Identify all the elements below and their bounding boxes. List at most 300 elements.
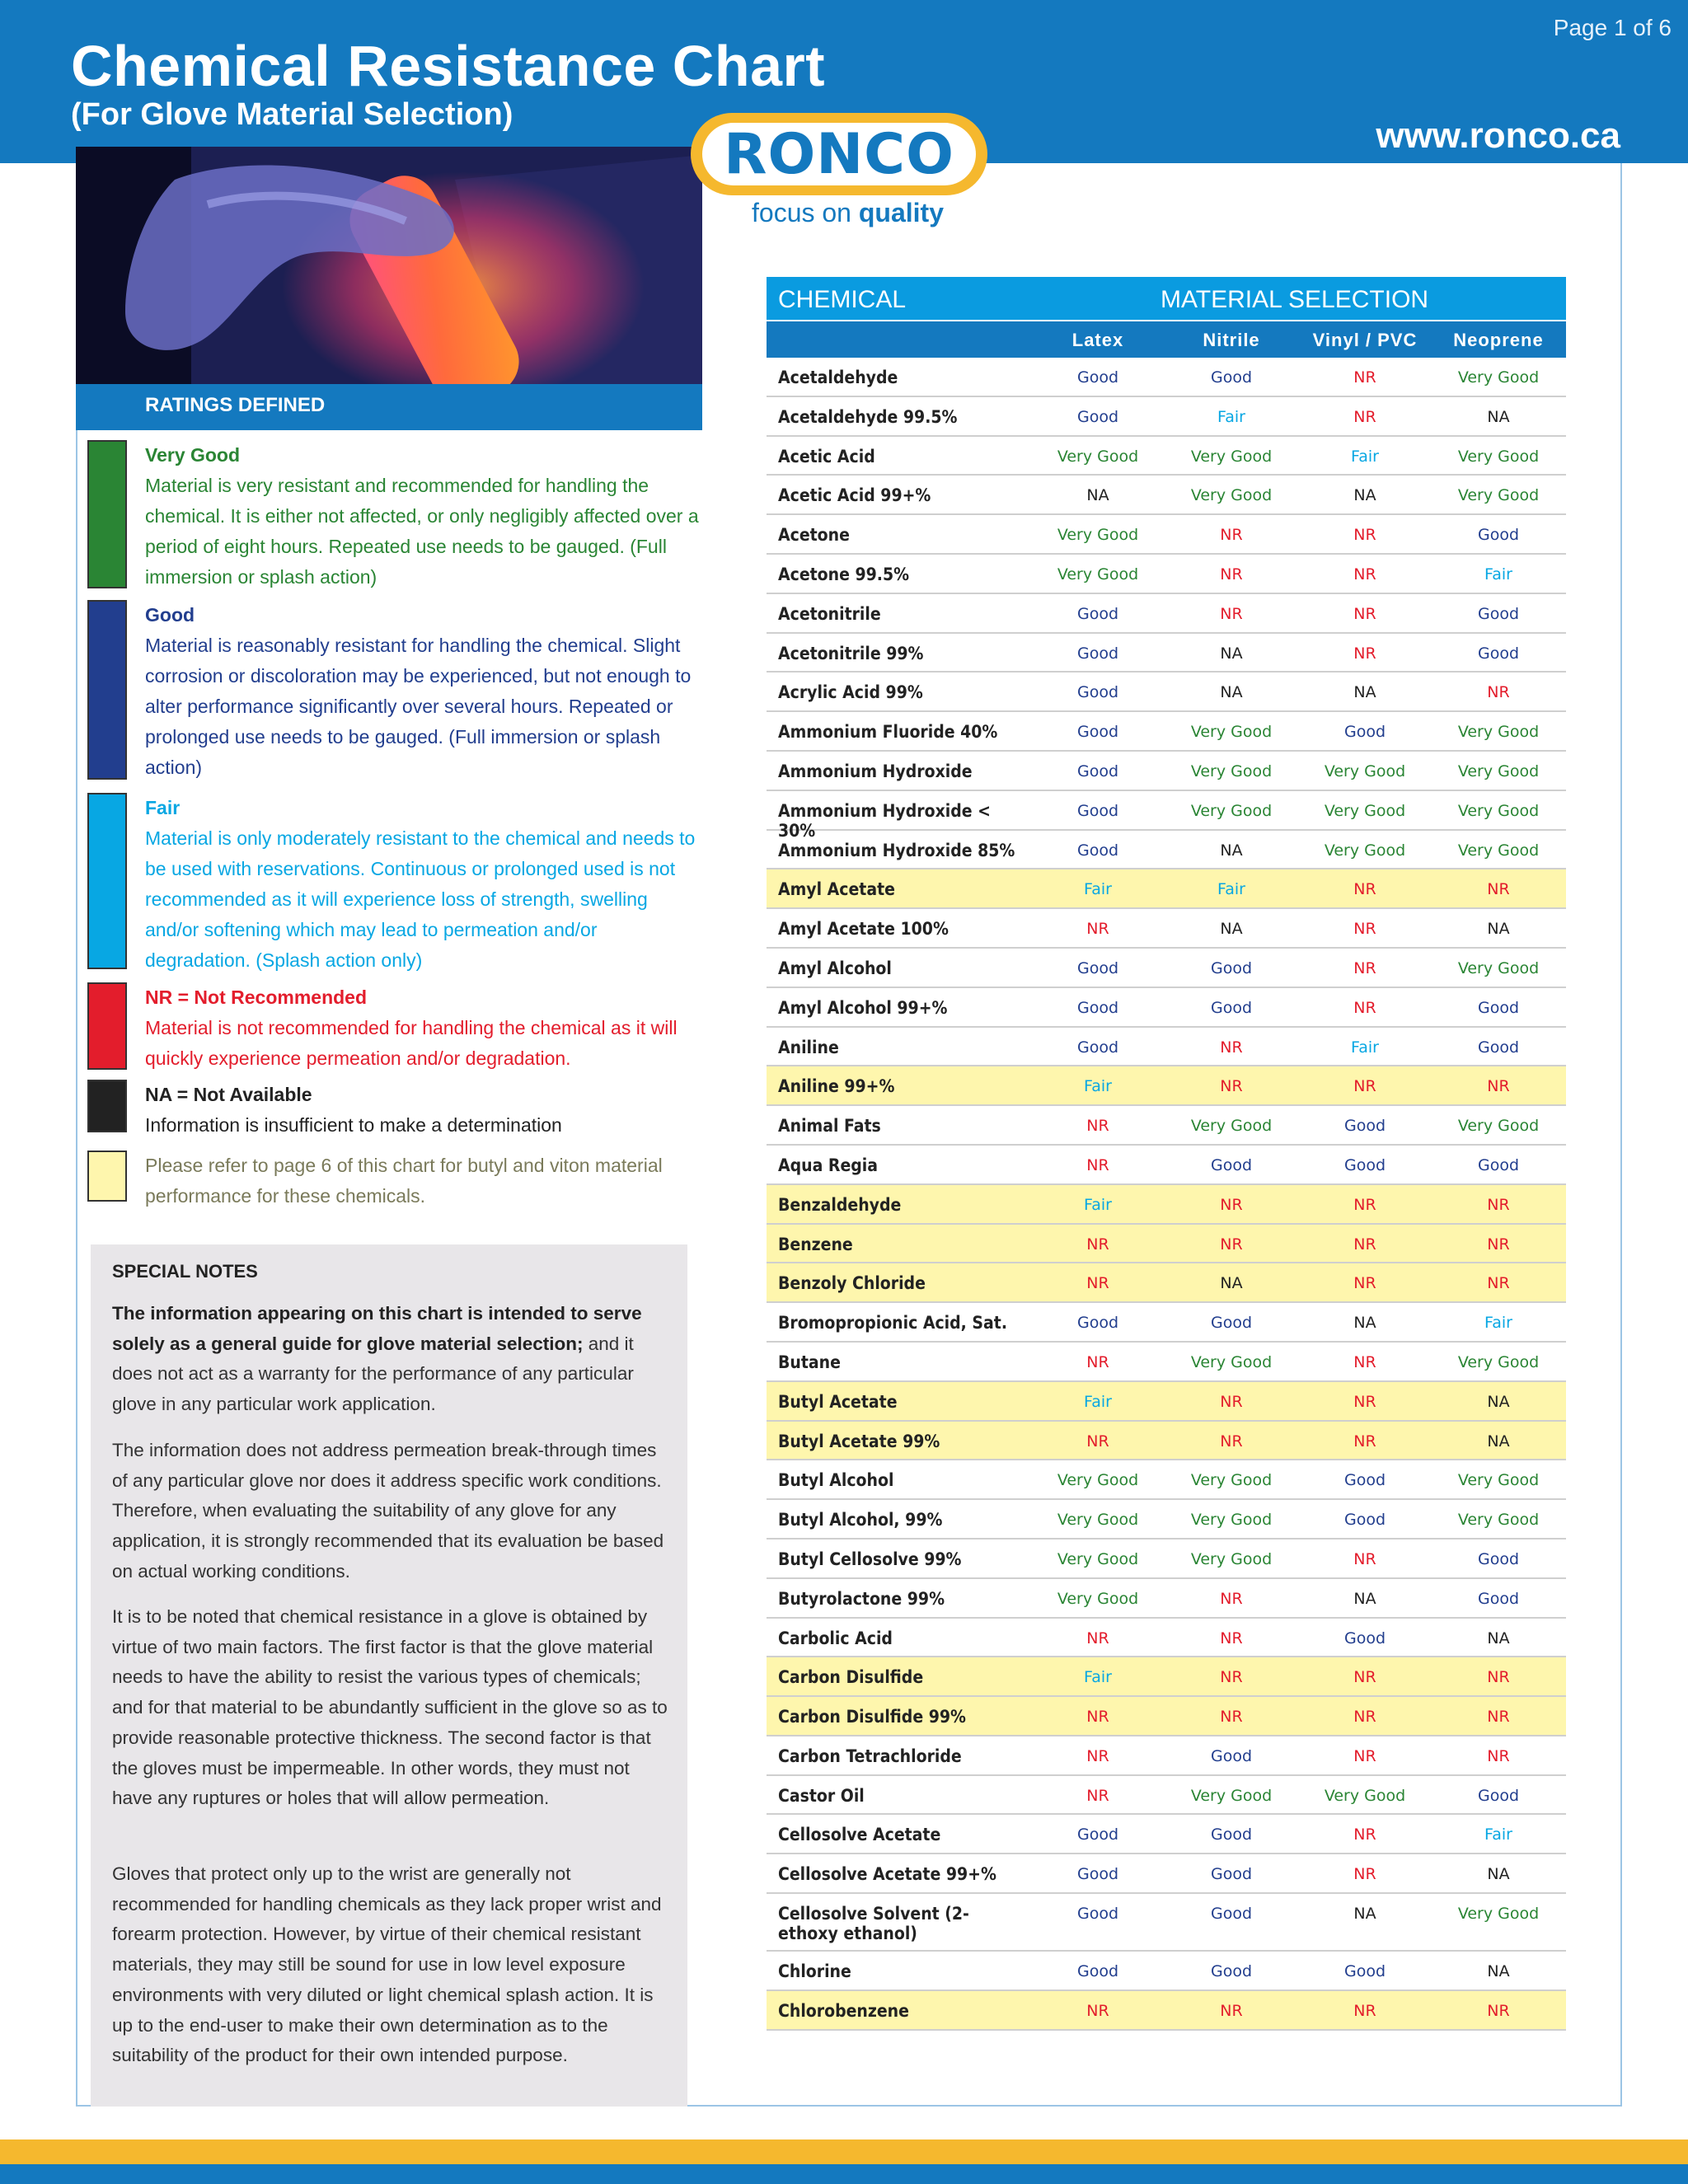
chemical-name: Amyl Alcohol 99+% xyxy=(778,997,948,1018)
chemical-resistance-table xyxy=(767,277,1566,2031)
rating-cell-neoprene: Very Good xyxy=(1457,723,1540,742)
header-material-selection: MATERIAL SELECTION xyxy=(1160,286,1429,313)
fair-swatch xyxy=(87,793,127,969)
chemical-name: Cellosolve Acetate 99+% xyxy=(778,1864,996,1885)
rating-cell-vinyl-pvc: NR xyxy=(1353,998,1376,1017)
table-row xyxy=(767,1303,1566,1343)
rating-cell-vinyl-pvc: NA xyxy=(1353,486,1376,505)
table-row xyxy=(767,1263,1566,1303)
rating-cell-nitrile: Very Good xyxy=(1190,1117,1273,1136)
table-row xyxy=(767,1185,1566,1225)
rating-cell-neoprene: NR xyxy=(1487,1746,1510,1765)
special-notes-heading: SPECIAL NOTES xyxy=(112,1261,258,1282)
good-text: Material is reasonably resistant for handling the chemical. Slight corrosion or discoloration may be experienced, but not enough to alter performance significantly over several hours. Repeated or prolonged use needs to be gauged. (Full immersion or splash action) xyxy=(145,635,692,778)
rating-cell-nitrile: Good xyxy=(1210,1314,1253,1333)
rating-cell-nitrile: Good xyxy=(1210,368,1253,387)
rating-cell-neoprene: NR xyxy=(1487,1708,1510,1727)
table-row xyxy=(767,1952,1566,1991)
rating-cell-vinyl-pvc: NA xyxy=(1353,1905,1376,1924)
rating-cell-latex: NR xyxy=(1086,1629,1109,1647)
rating-cell-vinyl-pvc: NA xyxy=(1353,683,1376,702)
rating-cell-latex: Good xyxy=(1076,368,1119,387)
highlight-swatch xyxy=(87,1151,127,1202)
page-subtitle: (For Glove Material Selection) xyxy=(71,97,513,132)
footer-blue-band xyxy=(0,2164,1688,2184)
rating-cell-latex: Good xyxy=(1076,1038,1119,1057)
rating-cell-neoprene: Fair xyxy=(1484,1314,1512,1333)
rating-cell-vinyl-pvc: NR xyxy=(1353,1549,1376,1568)
table-row xyxy=(767,1991,1566,2031)
table-row xyxy=(767,988,1566,1028)
rating-cell-latex: NR xyxy=(1086,1432,1109,1451)
chemical-name: Carbon Disulfide 99% xyxy=(778,1707,966,1727)
good-swatch xyxy=(87,600,127,780)
rating-cell-neoprene: Good xyxy=(1477,1589,1520,1608)
rating-cell-nitrile: Very Good xyxy=(1190,1471,1273,1490)
rating-cell-neoprene: NR xyxy=(1487,1195,1510,1214)
rating-cell-latex: Good xyxy=(1076,407,1119,426)
rating-cell-latex: Very Good xyxy=(1057,1589,1139,1608)
notes-paragraph-1 xyxy=(112,1299,673,1420)
tagline-bold: quality xyxy=(858,198,944,227)
rating-cell-neoprene: Very Good xyxy=(1457,1117,1540,1136)
rating-cell-latex: Fair xyxy=(1084,1392,1112,1411)
rating-cell-nitrile: NA xyxy=(1220,841,1243,860)
chemical-name: Chlorobenzene xyxy=(778,2000,909,2021)
rating-cell-latex: NR xyxy=(1086,2001,1109,2020)
chemical-name: Cellosolve Solvent (2-ethoxy ethanol) xyxy=(778,1904,969,1944)
chemical-name: Butyl Cellosolve 99% xyxy=(778,1549,962,1569)
rating-cell-neoprene: Good xyxy=(1477,1549,1520,1568)
column-latex: Latex xyxy=(1071,330,1124,350)
rating-cell-vinyl-pvc: NR xyxy=(1353,1195,1376,1214)
rating-cell-neoprene: Good xyxy=(1477,1786,1520,1805)
rating-cell-latex: Good xyxy=(1076,998,1119,1017)
chemical-name: Butyl Alcohol xyxy=(778,1470,894,1491)
rating-cell-latex: Good xyxy=(1076,1314,1119,1333)
very-good-title: Very Good xyxy=(145,444,241,466)
table-row xyxy=(767,712,1566,752)
chemical-name: Acetic Acid 99+% xyxy=(778,485,931,506)
chemical-name: Aqua Regia xyxy=(778,1155,879,1175)
rating-cell-nitrile: Very Good xyxy=(1190,762,1273,780)
rating-cell-latex: Good xyxy=(1076,604,1119,623)
rating-cell-vinyl-pvc: Very Good xyxy=(1324,1786,1406,1805)
table-row xyxy=(767,1894,1566,1952)
logo-tagline xyxy=(752,198,944,228)
table-row xyxy=(767,1540,1566,1579)
chemical-name: Butyl Alcohol, 99% xyxy=(778,1510,943,1530)
rating-cell-neoprene: Good xyxy=(1477,1155,1520,1174)
column-neoprene: Neoprene xyxy=(1453,330,1544,350)
chemical-name: Benzoly Chloride xyxy=(778,1273,926,1294)
table-row xyxy=(767,476,1566,515)
page-title: Chemical Resistance Chart xyxy=(71,34,826,98)
nr-text: Material is not recommended for handling the chemical as it will quickly experience permeation and/or degradation. xyxy=(145,1017,678,1069)
rating-cell-vinyl-pvc: Very Good xyxy=(1324,762,1406,780)
rating-cell-latex: NR xyxy=(1086,1786,1109,1805)
rating-cell-nitrile: NR xyxy=(1220,1077,1243,1096)
rating-cell-latex: Good xyxy=(1076,1962,1119,1981)
rating-cell-vinyl-pvc: Very Good xyxy=(1324,801,1406,820)
rating-cell-latex: NR xyxy=(1086,1708,1109,1727)
rating-cell-vinyl-pvc: NR xyxy=(1353,1077,1376,1096)
rating-cell-vinyl-pvc: NR xyxy=(1353,604,1376,623)
logo-brand-text: RONCO xyxy=(724,121,954,187)
rating-cell-vinyl-pvc: NR xyxy=(1353,1274,1376,1293)
na-title: NA = Not Available xyxy=(145,1084,312,1105)
very-good-swatch xyxy=(87,440,127,588)
table-row xyxy=(767,358,1566,397)
table-header-columns xyxy=(767,320,1566,358)
rating-cell-neoprene: Very Good xyxy=(1457,447,1540,466)
rating-cell-neoprene: Very Good xyxy=(1457,841,1540,860)
rating-cell-latex: NR xyxy=(1086,1235,1109,1254)
rating-cell-nitrile: NR xyxy=(1220,1038,1243,1057)
table-row xyxy=(767,673,1566,712)
table-row xyxy=(767,1854,1566,1894)
chemical-name: Benzene xyxy=(778,1234,853,1254)
rating-cell-vinyl-pvc: NR xyxy=(1353,1746,1376,1765)
column-vinyl-pvc: Vinyl / PVC xyxy=(1312,330,1418,350)
rating-cell-nitrile: Very Good xyxy=(1190,447,1273,466)
chemical-name: Chlorine xyxy=(778,1961,851,1982)
chemical-name: Cellosolve Acetate xyxy=(778,1825,941,1845)
chemical-name: Amyl Acetate xyxy=(778,879,895,900)
rating-cell-vinyl-pvc: NR xyxy=(1353,1668,1376,1687)
rating-cell-vinyl-pvc: NR xyxy=(1353,880,1376,899)
rating-cell-nitrile: Good xyxy=(1210,958,1253,977)
table-row xyxy=(767,949,1566,988)
chemical-name: Ammonium Hydroxide 85% xyxy=(778,840,1015,860)
rating-cell-nitrile: NA xyxy=(1220,683,1243,702)
chemical-name: Benzaldehyde xyxy=(778,1194,902,1215)
rating-cell-neoprene: Good xyxy=(1477,998,1520,1017)
notes-p1-bold: The information appearing on this chart is intended to serve solely as a general guide for glove material selection; xyxy=(112,1303,642,1354)
ronco-logo xyxy=(691,113,987,195)
rating-cell-neoprene: NA xyxy=(1487,920,1510,939)
rating-cell-neoprene: NA xyxy=(1487,1962,1510,1981)
rating-cell-latex: Good xyxy=(1076,801,1119,820)
chemical-name: Acetaldehyde 99.5% xyxy=(778,406,958,427)
rating-cell-vinyl-pvc: Good xyxy=(1343,1962,1386,1981)
rating-cell-nitrile: NR xyxy=(1220,1668,1243,1687)
rating-cell-neoprene: Fair xyxy=(1484,1825,1512,1844)
rating-cell-nitrile: NR xyxy=(1220,2001,1243,2020)
table-row xyxy=(767,1736,1566,1776)
rating-cell-neoprene: Very Good xyxy=(1457,1471,1540,1490)
rating-cell-latex: Very Good xyxy=(1057,1511,1139,1530)
rating-cell-vinyl-pvc: NR xyxy=(1353,526,1376,545)
rating-cell-neoprene: Very Good xyxy=(1457,762,1540,780)
header-chemical: CHEMICAL xyxy=(778,286,907,313)
rating-cell-nitrile: Very Good xyxy=(1190,1549,1273,1568)
rating-cell-nitrile: NR xyxy=(1220,526,1243,545)
chemical-name: Castor Oil xyxy=(778,1785,865,1806)
table-row xyxy=(767,1066,1566,1106)
rating-cell-neoprene: Very Good xyxy=(1457,368,1540,387)
rating-cell-nitrile: Good xyxy=(1210,998,1253,1017)
rating-cell-vinyl-pvc: Fair xyxy=(1351,1038,1379,1057)
chemical-name: Carbon Disulfide xyxy=(778,1667,924,1688)
rating-cell-latex: Very Good xyxy=(1057,447,1139,466)
table-header-main xyxy=(767,277,1566,320)
rating-cell-latex: Good xyxy=(1076,1905,1119,1924)
highlight-note-text: Please refer to page 6 of this chart for butyl and viton material performance for these chemicals. xyxy=(145,1155,663,1207)
rating-cell-latex: Fair xyxy=(1084,880,1112,899)
ratings-heading: RATINGS DEFINED xyxy=(145,394,326,416)
chemical-name: Ammonium Hydroxide < 30% xyxy=(778,800,991,841)
rating-cell-nitrile: NR xyxy=(1220,1195,1243,1214)
rating-cell-nitrile: NA xyxy=(1220,1274,1243,1293)
rating-cell-neoprene: NA xyxy=(1487,1865,1510,1884)
chemical-name: Amyl Alcohol xyxy=(778,958,892,978)
table-row xyxy=(767,752,1566,791)
chemical-name: Acetone xyxy=(778,525,850,546)
rating-cell-neoprene: NR xyxy=(1487,683,1510,702)
table-row xyxy=(767,1657,1566,1697)
rating-cell-nitrile: NR xyxy=(1220,565,1243,583)
chemical-name: Acetonitrile xyxy=(778,603,881,624)
rating-cell-latex: Good xyxy=(1076,723,1119,742)
chemical-name: Acetonitrile 99% xyxy=(778,643,924,663)
rating-cell-nitrile: Very Good xyxy=(1190,1786,1273,1805)
rating-cell-latex: NR xyxy=(1086,1155,1109,1174)
rating-cell-neoprene: Very Good xyxy=(1457,801,1540,820)
notes-paragraph-2: The information does not address permeation break-through times of any particular glove nor does it address specific work conditions. Therefore, when evaluating the suitability of any glove for any application, it is strongly recommended that its evaluation be based on actual working conditions. xyxy=(112,1440,664,1582)
table-row xyxy=(767,437,1566,476)
table-row xyxy=(767,1225,1566,1264)
rating-cell-neoprene: Very Good xyxy=(1457,958,1540,977)
table-row xyxy=(767,1146,1566,1185)
table-row xyxy=(767,1776,1566,1816)
table-row xyxy=(767,1619,1566,1658)
chemical-name: Butyl Acetate 99% xyxy=(778,1431,940,1451)
rating-cell-neoprene: NR xyxy=(1487,1077,1510,1096)
website-link[interactable]: www.ronco.ca xyxy=(1376,115,1620,156)
rating-cell-latex: NR xyxy=(1086,1117,1109,1136)
rating-cell-nitrile: NR xyxy=(1220,1235,1243,1254)
good-title: Good xyxy=(145,604,195,626)
table-row xyxy=(767,555,1566,594)
rating-cell-vinyl-pvc: NA xyxy=(1353,1589,1376,1608)
table-row xyxy=(767,594,1566,634)
rating-cell-nitrile: NA xyxy=(1220,644,1243,663)
table-row xyxy=(767,1500,1566,1540)
nr-title: NR = Not Recommended xyxy=(145,987,368,1008)
rating-cell-nitrile: NR xyxy=(1220,1629,1243,1647)
table-row xyxy=(767,1579,1566,1619)
rating-cell-nitrile: Very Good xyxy=(1190,801,1273,820)
rating-cell-latex: Good xyxy=(1076,841,1119,860)
rating-cell-vinyl-pvc: Good xyxy=(1343,1629,1386,1647)
rating-cell-vinyl-pvc: NR xyxy=(1353,1708,1376,1727)
rating-cell-neoprene: NA xyxy=(1487,1432,1510,1451)
table-row xyxy=(767,1815,1566,1854)
rating-cell-neoprene: Very Good xyxy=(1457,1905,1540,1924)
rating-cell-neoprene: Very Good xyxy=(1457,1511,1540,1530)
rating-cell-neoprene: NR xyxy=(1487,1274,1510,1293)
rating-cell-latex: Very Good xyxy=(1057,1549,1139,1568)
table-row xyxy=(767,515,1566,555)
rating-cell-latex: Good xyxy=(1076,1865,1119,1884)
notes-paragraph-4: Gloves that protect only up to the wrist are generally not recommended for handling chemicals as they lack proper wrist and forearm protection. However, by virtue of their chemical resistant materials, they may still be sound for use in low level exposure environments with very diluted or light chemical splash action. It is up to the end-user to make their own determination as to the suitability of the product for their own intended purpose. xyxy=(112,1863,662,2066)
chemical-name: Aniline xyxy=(778,1037,839,1057)
rating-cell-vinyl-pvc: NR xyxy=(1353,1392,1376,1411)
rating-cell-vinyl-pvc: Good xyxy=(1343,1155,1386,1174)
chemical-name: Carbolic Acid xyxy=(778,1628,893,1648)
rating-cell-latex: Very Good xyxy=(1057,526,1139,545)
chemical-name: Bromopropionic Acid, Sat. xyxy=(778,1313,1007,1333)
table-row xyxy=(767,397,1566,437)
rating-cell-latex: Good xyxy=(1076,958,1119,977)
rating-cell-vinyl-pvc: NR xyxy=(1353,1352,1376,1371)
rating-cell-vinyl-pvc: Good xyxy=(1343,1511,1386,1530)
rating-cell-latex: NA xyxy=(1086,486,1109,505)
table-row xyxy=(767,1460,1566,1500)
rating-cell-nitrile: NR xyxy=(1220,604,1243,623)
rating-cell-nitrile: NR xyxy=(1220,1589,1243,1608)
rating-cell-neoprene: Good xyxy=(1477,644,1520,663)
rating-cell-neoprene: NA xyxy=(1487,1392,1510,1411)
rating-cell-latex: Good xyxy=(1076,1825,1119,1844)
table-body xyxy=(767,358,1566,2031)
rating-cell-latex: NR xyxy=(1086,1352,1109,1371)
na-text: Information is insufficient to make a determination xyxy=(145,1114,562,1136)
rating-cell-latex: NR xyxy=(1086,1274,1109,1293)
table-row xyxy=(767,831,1566,870)
chemical-name: Animal Fats xyxy=(778,1116,881,1137)
rating-cell-vinyl-pvc: NR xyxy=(1353,2001,1376,2020)
rating-cell-nitrile: Good xyxy=(1210,1905,1253,1924)
rating-cell-vinyl-pvc: NR xyxy=(1353,565,1376,583)
rating-cell-latex: Very Good xyxy=(1057,565,1139,583)
table-row xyxy=(767,1028,1566,1067)
table-row xyxy=(767,634,1566,673)
nr-swatch xyxy=(87,982,127,1070)
rating-cell-nitrile: NR xyxy=(1220,1708,1243,1727)
table-row xyxy=(767,1422,1566,1461)
rating-cell-nitrile: Very Good xyxy=(1190,1352,1273,1371)
rating-cell-vinyl-pvc: NR xyxy=(1353,958,1376,977)
rating-cell-vinyl-pvc: NA xyxy=(1353,1314,1376,1333)
rating-cell-latex: Good xyxy=(1076,683,1119,702)
rating-cell-vinyl-pvc: Very Good xyxy=(1324,841,1406,860)
table-row xyxy=(767,1106,1566,1146)
chemical-name: Butyl Acetate xyxy=(778,1391,898,1412)
rating-cell-nitrile: Good xyxy=(1210,1825,1253,1844)
rating-cell-neoprene: NA xyxy=(1487,1629,1510,1647)
chemical-name: Carbon Tetrachloride xyxy=(778,1746,962,1766)
rating-cell-nitrile: NA xyxy=(1220,920,1243,939)
rating-cell-nitrile: Very Good xyxy=(1190,1511,1273,1530)
chemical-name: Aniline 99+% xyxy=(778,1076,895,1097)
chemical-name: Ammonium Fluoride 40% xyxy=(778,722,998,743)
rating-cell-vinyl-pvc: NR xyxy=(1353,920,1376,939)
rating-cell-neoprene: Good xyxy=(1477,526,1520,545)
rating-cell-neoprene: NR xyxy=(1487,2001,1510,2020)
page-number: Page 1 of 6 xyxy=(1553,15,1672,40)
tagline-prefix: focus on xyxy=(752,198,851,227)
chemical-name: Acetic Acid xyxy=(778,446,875,466)
table-row xyxy=(767,1343,1566,1382)
na-swatch xyxy=(87,1080,127,1132)
rating-cell-vinyl-pvc: NR xyxy=(1353,644,1376,663)
rating-cell-latex: Good xyxy=(1076,762,1119,780)
fair-title: Fair xyxy=(145,797,181,818)
fair-text: Material is only moderately resistant to the chemical and needs to be used with reservations. Continuous or prolonged used is not recommended as it will experience loss of strength, swelling and/or softening which may lead to permeation and/or degradation. (Splash action only) xyxy=(145,827,696,971)
table-row xyxy=(767,869,1566,909)
rating-cell-nitrile: Very Good xyxy=(1190,486,1273,505)
ratings-heading-bar xyxy=(76,384,702,430)
rating-cell-nitrile: NR xyxy=(1220,1392,1243,1411)
table-row xyxy=(767,791,1566,841)
rating-cell-nitrile: Good xyxy=(1210,1746,1253,1765)
chemical-name: Butyrolactone 99% xyxy=(778,1588,945,1609)
rating-cell-vinyl-pvc: NR xyxy=(1353,407,1376,426)
rating-cell-vinyl-pvc: NR xyxy=(1353,368,1376,387)
rating-cell-neoprene: Good xyxy=(1477,1038,1520,1057)
table-row xyxy=(767,1382,1566,1422)
rating-cell-vinyl-pvc: NR xyxy=(1353,1825,1376,1844)
notes-paragraph-3: It is to be noted that chemical resistance in a glove is obtained by virtue of two main factors. The first factor is that the glove material needs to have the ability to resist the various types of chemicals; and for that material to be abundantly sufficient in the glove so as to provide reasonable protective thickness. The second factor is that the gloves must be impermeable. In other words, they must not have any ruptures or holes that will allow permeation. xyxy=(112,1606,668,1809)
rating-cell-nitrile: Fair xyxy=(1217,880,1245,899)
rating-cell-vinyl-pvc: Good xyxy=(1343,1117,1386,1136)
chemical-name: Amyl Acetate 100% xyxy=(778,919,949,940)
rating-cell-vinyl-pvc: NR xyxy=(1353,1865,1376,1884)
rating-cell-neoprene: Very Good xyxy=(1457,1352,1540,1371)
rating-cell-neoprene: NR xyxy=(1487,880,1510,899)
rating-cell-latex: NR xyxy=(1086,920,1109,939)
rating-cell-nitrile: Good xyxy=(1210,1962,1253,1981)
footer-yellow-band xyxy=(0,2139,1688,2164)
column-nitrile: Nitrile xyxy=(1203,330,1260,350)
table-row xyxy=(767,1697,1566,1736)
chemical-name: Acetaldehyde xyxy=(778,368,898,387)
rating-cell-neoprene: Fair xyxy=(1484,565,1512,583)
chemical-name: Acrylic Acid 99% xyxy=(778,682,923,703)
rating-cell-neoprene: NA xyxy=(1487,407,1510,426)
rating-cell-latex: Fair xyxy=(1084,1668,1112,1687)
glove-test-tube-photo xyxy=(76,147,702,384)
rating-cell-vinyl-pvc: Good xyxy=(1343,723,1386,742)
chemical-name: Ammonium Hydroxide xyxy=(778,761,973,781)
rating-cell-neoprene: NR xyxy=(1487,1668,1510,1687)
rating-cell-nitrile: Good xyxy=(1210,1155,1253,1174)
rating-cell-vinyl-pvc: NR xyxy=(1353,1432,1376,1451)
table-row xyxy=(767,909,1566,949)
rating-cell-vinyl-pvc: NR xyxy=(1353,1235,1376,1254)
notes-p1-rest: and it does not act as a warranty for the performance of any particular glove in any particular work application. xyxy=(112,1333,634,1415)
rating-cell-nitrile: Very Good xyxy=(1190,723,1273,742)
rating-cell-latex: NR xyxy=(1086,1746,1109,1765)
rating-cell-vinyl-pvc: Good xyxy=(1343,1471,1386,1490)
rating-cell-latex: Fair xyxy=(1084,1195,1112,1214)
rating-cell-vinyl-pvc: Fair xyxy=(1351,447,1379,466)
rating-cell-latex: Fair xyxy=(1084,1077,1112,1096)
rating-cell-nitrile: Good xyxy=(1210,1865,1253,1884)
rating-cell-latex: Very Good xyxy=(1057,1471,1139,1490)
chemical-name: Butane xyxy=(778,1352,841,1372)
special-notes xyxy=(91,1244,687,2107)
rating-cell-nitrile: Fair xyxy=(1217,407,1245,426)
very-good-text: Material is very resistant and recommended for handling the chemical. It is either not affected, or only negligibly affected over a period of eight hours. Repeated use needs to be gauged. (Full immersion or splash action) xyxy=(145,475,699,588)
rating-cell-nitrile: NR xyxy=(1220,1432,1243,1451)
rating-cell-neoprene: NR xyxy=(1487,1235,1510,1254)
chemical-name: Acetone 99.5% xyxy=(778,564,910,584)
rating-cell-neoprene: Very Good xyxy=(1457,486,1540,505)
rating-cell-neoprene: Good xyxy=(1477,604,1520,623)
